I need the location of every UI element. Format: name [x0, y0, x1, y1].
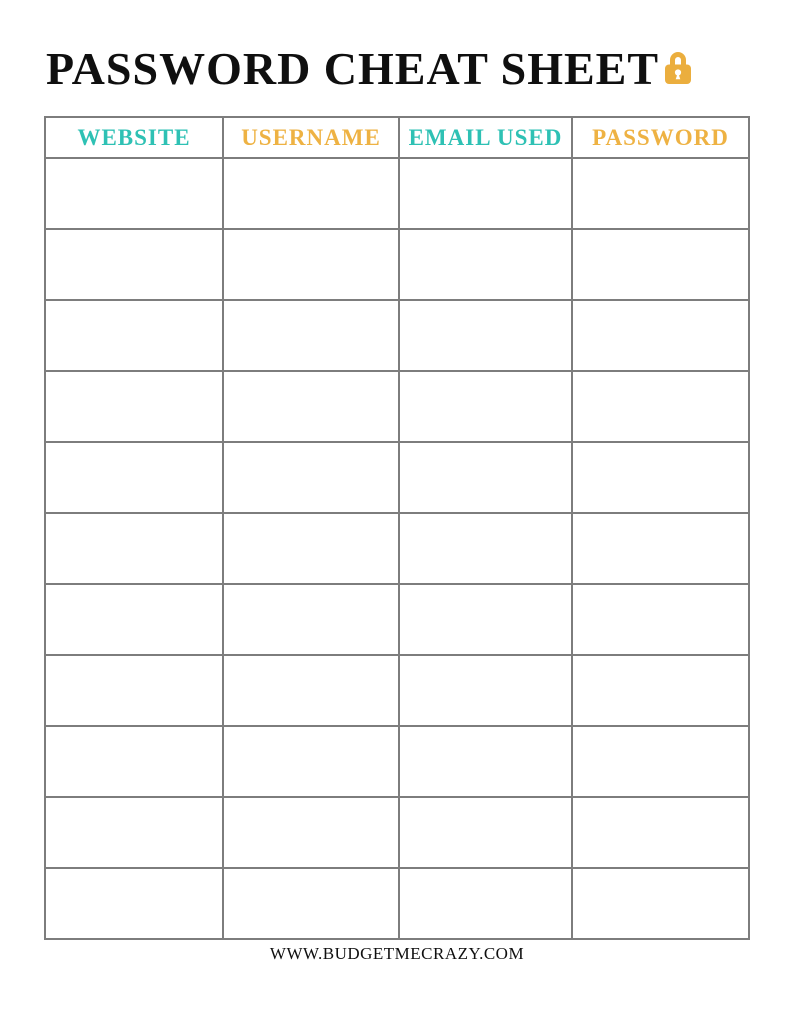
page-title: PASSWORD CHEAT SHEET [46, 43, 660, 94]
table-row [45, 655, 749, 726]
table-cell [45, 584, 223, 655]
table-row [45, 513, 749, 584]
footer-url: WWW.BUDGETMECRAZY.COM [269, 944, 525, 963]
table-row [45, 442, 749, 513]
padlock-icon [664, 50, 692, 86]
table-row [45, 726, 749, 797]
table-cell [399, 442, 572, 513]
table-row [45, 229, 749, 300]
table-cell [223, 797, 399, 868]
title-row [46, 43, 692, 94]
table-cell [45, 158, 223, 229]
table-cell [45, 726, 223, 797]
table-cell [572, 797, 749, 868]
password-table [44, 116, 750, 940]
table-row [45, 584, 749, 655]
table-cell [223, 868, 399, 939]
table-cell [399, 300, 572, 371]
table-cell [572, 229, 749, 300]
table-cell [223, 513, 399, 584]
table-row [45, 868, 749, 939]
column-header-email-used: EMAIL USED [399, 117, 572, 158]
table-cell [45, 371, 223, 442]
table-row [45, 371, 749, 442]
table-cell [45, 797, 223, 868]
table-cell [572, 655, 749, 726]
column-header-password: PASSWORD [572, 117, 749, 158]
table-cell [399, 868, 572, 939]
table-cell [572, 726, 749, 797]
column-header-website: WEBSITE [45, 117, 223, 158]
table-cell [223, 229, 399, 300]
table-cell [572, 371, 749, 442]
table-row [45, 158, 749, 229]
table-cell [45, 229, 223, 300]
table-cell [399, 513, 572, 584]
table-cell [223, 158, 399, 229]
table-cell [399, 726, 572, 797]
table-cell [45, 513, 223, 584]
table-cell [223, 371, 399, 442]
table-cell [399, 371, 572, 442]
table-cell [223, 442, 399, 513]
table-cell [399, 797, 572, 868]
table-cell [399, 158, 572, 229]
table-cell [45, 655, 223, 726]
table-cell [45, 300, 223, 371]
table-cell [399, 229, 572, 300]
table-cell [223, 300, 399, 371]
table-cell [45, 442, 223, 513]
table-cell [572, 868, 749, 939]
table-cell [223, 655, 399, 726]
table-row [45, 300, 749, 371]
table-cell [572, 300, 749, 371]
table-cell [45, 868, 223, 939]
table-header-row [45, 117, 749, 158]
table-cell [223, 726, 399, 797]
table-cell [399, 584, 572, 655]
table-row [45, 797, 749, 868]
table-cell [572, 584, 749, 655]
table-cell [572, 513, 749, 584]
table-cell [572, 442, 749, 513]
table-cell [399, 655, 572, 726]
table-body [45, 158, 749, 939]
table-cell [572, 158, 749, 229]
table-cell [223, 584, 399, 655]
column-header-username: USERNAME [223, 117, 399, 158]
